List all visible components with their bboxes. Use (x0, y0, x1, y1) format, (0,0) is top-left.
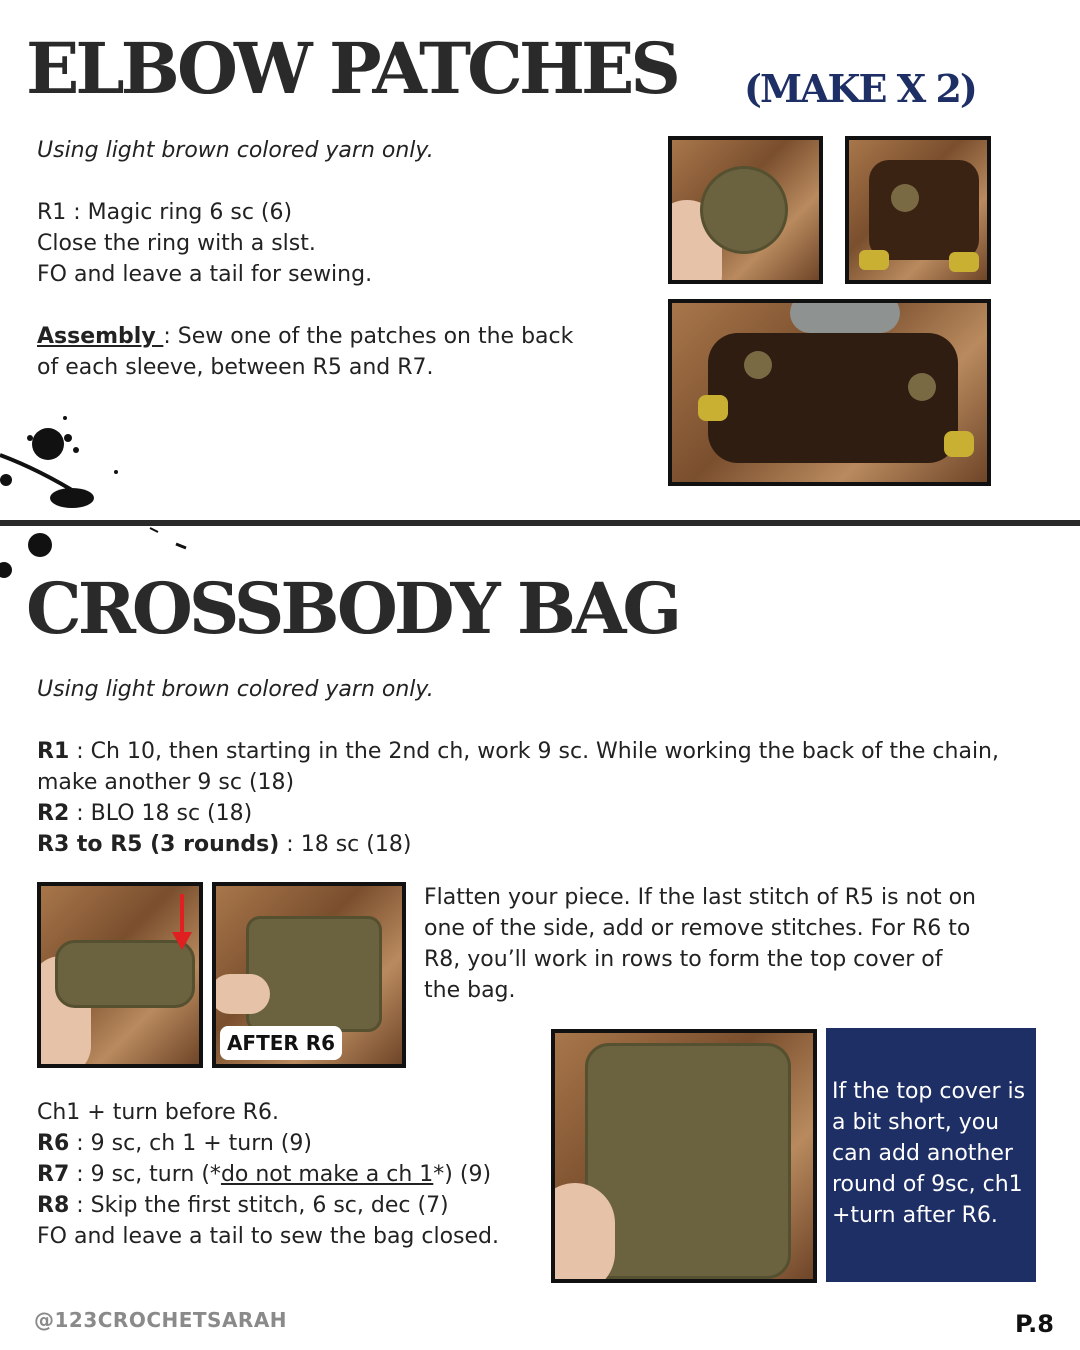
row-text: *) (9) (433, 1162, 492, 1187)
row-label: R6 (37, 1131, 70, 1156)
row-text: Ch1 + turn before R6. (37, 1100, 279, 1125)
round-label: R1 (37, 739, 70, 764)
photo-bag-r5 (37, 882, 203, 1068)
assembly-label: Assembly (37, 324, 164, 349)
section-divider (0, 520, 1080, 526)
photo-bag-top-cover (551, 1029, 817, 1283)
photo-back-patches (668, 299, 991, 486)
row-note: do not make a ch 1 (220, 1162, 434, 1187)
row-text: : 9 sc, ch 1 + turn (9) (69, 1131, 312, 1156)
crossbody-bag-title: CROSSBODY BAG (26, 567, 679, 650)
elbow-step: R1 : Magic ring 6 sc (6) (37, 200, 293, 225)
round-text: make another 9 sc (18) (37, 770, 295, 795)
red-arrow-icon (169, 892, 195, 952)
assembly-text-cont: of each sleeve, between R5 and R7. (37, 355, 434, 380)
bag-rounds (37, 736, 999, 860)
flatten-line: one of the side, add or remove stitches. For R6 to (424, 916, 971, 941)
tip-line: +turn after R6. (832, 1203, 998, 1228)
row-label: R7 (37, 1162, 70, 1187)
ink-splatter-decoration (0, 410, 200, 580)
after-r6-label: AFTER R6 (220, 1026, 342, 1060)
round-text: : BLO 18 sc (18) (69, 801, 253, 826)
round-label: R3 to R5 (3 rounds) (37, 832, 280, 857)
tip-note-box (826, 1028, 1036, 1282)
elbow-step: FO and leave a tail for sewing. (37, 262, 373, 287)
elbow-patches-subtitle: (MAKE X 2) (744, 66, 976, 111)
round-label: R2 (37, 801, 70, 826)
row-text: FO and leave a tail to sew the bag closed. (37, 1224, 500, 1249)
flatten-instructions (424, 882, 976, 1006)
row-label: R8 (37, 1193, 70, 1218)
elbow-steps (37, 197, 372, 290)
flatten-line: R8, you’ll work in rows to form the top cover of (424, 947, 943, 972)
tip-line: a bit short, you (832, 1110, 1000, 1135)
author-handle: @123CROCHETSARAH (34, 1308, 288, 1332)
bag-rows (37, 1097, 499, 1252)
photo-patch-in-hand (668, 136, 823, 284)
tip-line: can add another (832, 1141, 1013, 1166)
elbow-patches-title: ELBOW PATCHES (26, 27, 677, 110)
row-text: : 9 sc, turn (* (69, 1162, 221, 1187)
assembly-text: : Sew one of the patches on the back (163, 324, 574, 349)
elbow-intro: Using light brown colored yarn only. (37, 138, 434, 163)
bag-intro: Using light brown colored yarn only. (37, 677, 434, 702)
tip-line: round of 9sc, ch1 (832, 1172, 1023, 1197)
photo-sleeve-patch (845, 136, 991, 284)
elbow-step: Close the ring with a slst. (37, 231, 316, 256)
row-text: : Skip the first stitch, 6 sc, dec (7) (69, 1193, 449, 1218)
flatten-line: the bag. (424, 978, 516, 1003)
round-text: : Ch 10, then starting in the 2nd ch, work 9 sc. While working the back of the chain, (69, 739, 999, 764)
elbow-assembly (37, 321, 573, 383)
round-text: : 18 sc (18) (279, 832, 412, 857)
flatten-line: Flatten your piece. If the last stitch of R5 is not on (424, 885, 976, 910)
page-number: P.8 (1015, 1310, 1054, 1338)
tip-line: If the top cover is (832, 1079, 1026, 1104)
